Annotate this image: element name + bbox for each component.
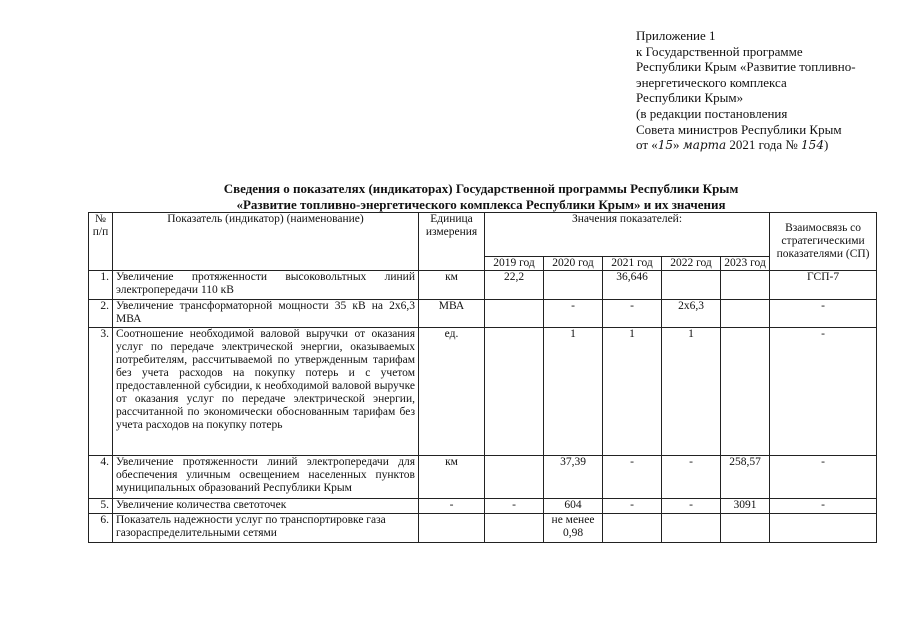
cell-2019 xyxy=(485,300,544,328)
cell-2022: - xyxy=(662,499,721,514)
cell-2020: не менее 0,98 xyxy=(544,514,603,543)
cell-2020: 604 xyxy=(544,499,603,514)
cell-link: - xyxy=(770,300,877,328)
cell-2019 xyxy=(485,456,544,499)
title-line-1: Сведения о показателях (индикаторах) Государственной программы Республики Крым xyxy=(223,181,739,196)
table-row xyxy=(89,300,877,328)
cell-num: 5. xyxy=(89,499,113,514)
cell-indicator: Соотношение необходимой валовой выручки от оказания услуг по передаче электрической энергии, оказываемых потребителям, рассчитываемой по утвержденным тарифам без учета расходов на покупку потерь и с учетом предоставленной субсидии, к необходимой валовой выручке от оказания услуг по передаче электрической энергии, рассчитанной по экономически обоснованным тарифам без учета расходов на покупку потерь xyxy=(113,328,419,456)
cell-num: 2. xyxy=(89,300,113,328)
document-title xyxy=(90,181,872,212)
appendix-line: Республики Крым» xyxy=(636,90,744,106)
cell-2021 xyxy=(603,514,662,543)
cell-2020: 37,39 xyxy=(544,456,603,499)
cell-2021: 1 xyxy=(603,328,662,456)
cell-link: ГСП-7 xyxy=(770,271,877,300)
cell-num: 3. xyxy=(89,328,113,456)
cell-2023 xyxy=(721,328,770,456)
cell-unit: - xyxy=(419,499,485,514)
cell-2023: 3091 xyxy=(721,499,770,514)
cell-2021: - xyxy=(603,300,662,328)
cell-num: 4. xyxy=(89,456,113,499)
cell-unit: км xyxy=(419,271,485,300)
date-year: 2021 года № xyxy=(729,137,798,153)
cell-2021: 36,646 xyxy=(603,271,662,300)
date-mid: » xyxy=(673,137,680,153)
appendix-line: к Государственной программе xyxy=(636,43,803,59)
cell-2022 xyxy=(662,514,721,543)
header-values: Значения показателей: xyxy=(485,213,770,257)
header-year: 2021 год xyxy=(603,257,662,271)
cell-unit: МВА xyxy=(419,300,485,328)
cell-indicator: Увеличение протяженности высоковольтных линий электропередачи 110 кВ xyxy=(113,271,419,300)
header-link: Взаимосвязь со стратегическими показателями (СП) xyxy=(770,213,877,271)
cell-2021: - xyxy=(603,456,662,499)
cell-2023 xyxy=(721,300,770,328)
cell-indicator: Увеличение протяженности линий электропередачи для обеспечения уличным освещением населенных пунктов муниципальных образований Республики Крым xyxy=(113,456,419,499)
cell-indicator: Увеличение количества светоточек xyxy=(113,499,419,514)
table-row xyxy=(89,514,877,543)
appendix-line: Республики Крым «Развитие топливно- xyxy=(636,59,856,75)
cell-link: - xyxy=(770,456,877,499)
cell-num: 6. xyxy=(89,514,113,543)
indicators-table xyxy=(88,212,877,543)
date-prefix: от « xyxy=(636,137,658,153)
cell-link xyxy=(770,514,877,543)
appendix-block xyxy=(636,28,898,154)
table-row xyxy=(89,328,877,456)
header-year: 2019 год xyxy=(485,257,544,271)
date-suffix: ) xyxy=(823,137,829,153)
cell-2019 xyxy=(485,514,544,543)
cell-2021: - xyxy=(603,499,662,514)
cell-2020: - xyxy=(544,300,603,328)
header-year: 2023 год xyxy=(721,257,770,271)
title-line-2: «Развитие топливно-энергетического комплекса Республики Крым» и их значения xyxy=(236,196,726,212)
date-month-handwritten: марта xyxy=(682,138,727,153)
header-year: 2020 год xyxy=(544,257,603,271)
appendix-line: Приложение 1 xyxy=(636,28,716,43)
table-header-row xyxy=(89,213,877,257)
cell-indicator: Увеличение трансформаторной мощности 35 кВ на 2х6,3 МВА xyxy=(113,300,419,328)
cell-link: - xyxy=(770,328,877,456)
cell-indicator: Показатель надежности услуг по транспортировке газа газораспределительными сетями xyxy=(113,514,419,543)
table-row xyxy=(89,499,877,514)
cell-2023 xyxy=(721,514,770,543)
cell-2022: 1 xyxy=(662,328,721,456)
cell-2022: 2х6,3 xyxy=(662,300,721,328)
table-row xyxy=(89,456,877,499)
cell-2022 xyxy=(662,271,721,300)
cell-unit xyxy=(419,514,485,543)
header-indicator: Показатель (индикатор) (наименование) xyxy=(113,213,419,271)
cell-num: 1. xyxy=(89,271,113,300)
appendix-line: (в редакции постановления xyxy=(636,105,788,121)
date-number-handwritten: 154 xyxy=(801,138,824,153)
cell-2020: 1 xyxy=(544,328,603,456)
cell-2019 xyxy=(485,328,544,456)
cell-2020 xyxy=(544,271,603,300)
cell-unit: км xyxy=(419,456,485,499)
cell-2023 xyxy=(721,271,770,300)
cell-2019: 22,2 xyxy=(485,271,544,300)
header-unit: Единица измерения xyxy=(419,213,485,271)
header-year: 2022 год xyxy=(662,257,721,271)
header-num: № п/п xyxy=(89,213,113,271)
cell-unit: ед. xyxy=(419,328,485,456)
cell-2023: 258,57 xyxy=(721,456,770,499)
cell-link: - xyxy=(770,499,877,514)
appendix-date-line xyxy=(636,137,898,154)
appendix-line: Совета министров Республики Крым xyxy=(636,121,842,137)
cell-2022: - xyxy=(662,456,721,499)
appendix-line: энергетического комплекса xyxy=(636,74,787,90)
cell-2019: - xyxy=(485,499,544,514)
date-day-handwritten: 15 xyxy=(657,138,674,153)
table-row xyxy=(89,271,877,300)
